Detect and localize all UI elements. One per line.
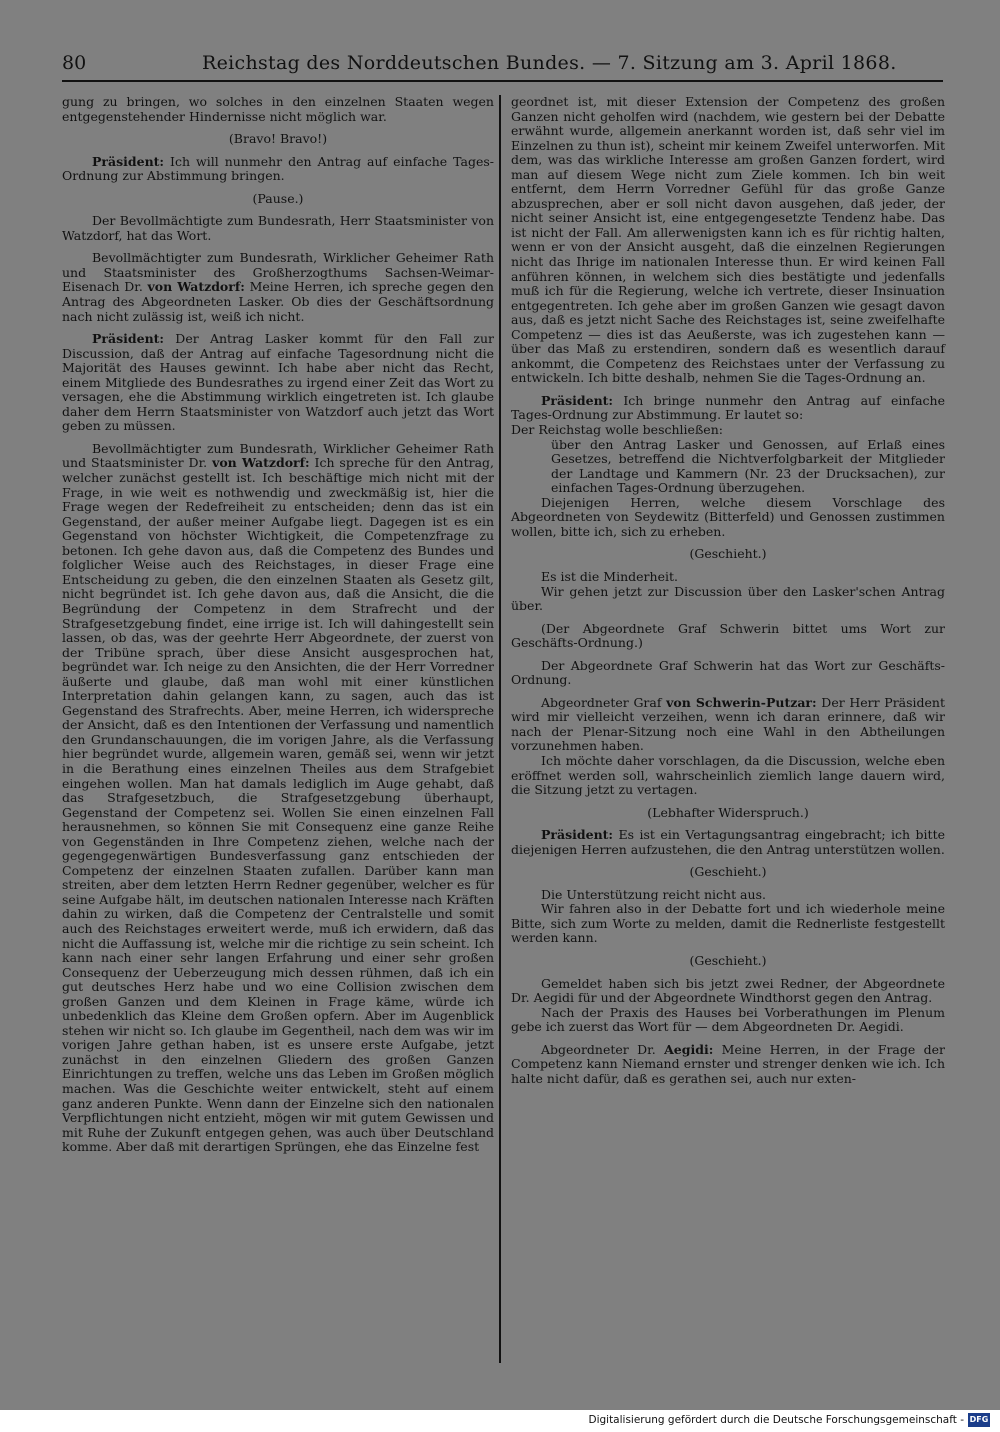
speaker-name: von Schwerin-Putzar: (666, 694, 817, 710)
footer (0, 1410, 1000, 1432)
text-paragraph: Gemeldet haben sich bis jetzt zwei Redner, der Abgeordnete Dr. Aegidi für und der Abgeordnete Windthorst gegen den Antrag. (511, 975, 945, 1006)
speech-paragraph (511, 394, 945, 423)
dfg-logo: DFG (968, 1413, 990, 1427)
footer-credit: Digitalisierung gefördert durch die Deutsche Forschungsgemeinschaft - (588, 1414, 964, 1426)
speech-text: Der Herr Präsident wird mir vielleicht verzeihen, wenn ich daran erinnere, daß wir nach der Plenar-Sitzung noch eine Wahl in den Abtheilungen vorzunehmen haben. (511, 694, 946, 754)
motion-text: über den Antrag Lasker und Genossen, auf Erlaß eines Gesetzes, betreffend die Nichtverfolgbarkeit der Mitglieder der Landtage und Kammern (Nr. 23 der Drucksachen), zur einfachen Tages-Ordnung überzugehen. (551, 436, 945, 496)
text-paragraph: Diejenigen Herren, welche diesem Vorschlage des Abgeordneten von Seydewitz (Bitterfeld) und Genossen zustimmen wollen, bitte ich, sich zu erheben. (511, 494, 945, 539)
speech-paragraph (62, 442, 494, 1155)
speech-text: Meine Herren, ich spreche gegen den Antrag des Abgeordneten Lasker. Ob dies der Geschäftsordnung nach nicht zulässig ist, weiß ich nicht. (62, 279, 494, 324)
speaker-name: Präsident: (92, 331, 165, 347)
speech-text: Der Antrag Lasker kommt für den Fall zur Discussion, daß der Antrag auf einfache Tagesordnung nicht die Majorität des Hauses gewinnt. Ich habe aber nicht das Recht, einem Mitgliede des Bundesrathes zu irgend einer Zeit das Wort zu versagen, ehe die Abstimmung wirklich eingetreten ist. Ich glaube daher dem Herrn Staatsminister von Watzdorf auch jetzt das Wort geben zu müssen. (62, 331, 494, 434)
stage-direction: (Bravo! Bravo!) (228, 131, 328, 147)
speech-text: Meine Herren, in der Frage der Competenz kann Niemand ernster und strenger denken wie ich. Ich halte nicht dafür, daß es gerathen sei, auch nur exten- (511, 1041, 945, 1086)
speech-text: Ich will nunmehr den Antrag auf einfache Tages-Ordnung zur Abstimmung bringen. (62, 153, 494, 184)
speech-paragraph (62, 332, 494, 434)
stage-direction: (Pause.) (252, 190, 304, 206)
text-paragraph: Wir fahren also in der Debatte fort und ich wiederhole meine Bitte, sich zum Worte zu melden, damit die Rednerliste festgestellt werden kann. (511, 901, 945, 946)
stage-direction: (Geschieht.) (689, 864, 767, 880)
text-paragraph: Der Reichstag wolle beschließen: (511, 422, 723, 438)
speech-paragraph (62, 155, 494, 184)
left-column (62, 95, 494, 1155)
speaker-name: Aegidi: (664, 1041, 714, 1057)
running-title: Reichstag des Norddeutschen Bundes. — 7. Sitzung am 3. April 1868. (202, 52, 897, 74)
column-divider (499, 95, 501, 1363)
stage-direction: (Lebhafter Widerspruch.) (647, 804, 809, 820)
speech-paragraph (62, 251, 494, 324)
speech-text: Es ist ein Vertagungsantrag eingebracht; ich bitte diejenigen Herren aufzustehen, die den Antrag unterstützen wollen. (511, 827, 945, 857)
stage-direction: (Geschieht.) (689, 952, 767, 968)
speaker-intro: Abgeordneter Graf (541, 694, 667, 710)
speaker-name: Präsident: (92, 153, 165, 169)
speaker-intro: Bevollmächtigter zum Bundesrath, Wirklicher Geheimer Rath und Staatsminister des Großherzogthums Sachsen-Weimar-Eisenach Dr. (62, 250, 494, 295)
speaker-name: Präsident: (541, 827, 614, 843)
stage-direction: (Geschieht.) (689, 546, 767, 562)
text-paragraph: Die Unterstützung reicht nicht aus. (541, 886, 766, 902)
text-paragraph: Nach der Praxis des Hauses bei Vorberathungen im Plenum gebe ich zuerst das Wort für — dem Abgeordneten Dr. Aegidi. (511, 1004, 945, 1035)
page-header (62, 52, 942, 78)
text-paragraph: Der Bevollmächtigte zum Bundesrath, Herr Staatsminister von Watzdorf, hat das Wort. (62, 213, 494, 243)
right-column (511, 95, 945, 1086)
text-paragraph: Der Abgeordnete Graf Schwerin hat das Wort zur Geschäfts-Ordnung. (511, 657, 945, 688)
speech-paragraph (511, 1043, 945, 1087)
speech-text: Ich bringe nunmehr den Antrag auf einfache Tages-Ordnung zur Abstimmung. Er lautet so: (511, 392, 945, 423)
text-paragraph: Es ist die Minderheit. (541, 568, 678, 584)
speaker-name: von Watzdorf: (147, 279, 245, 295)
speech-text: Ich spreche für den Antrag, welcher zunächst gestellt ist. Ich beschäftige mich nicht mit der Frage, in wie weit es nothwendig und zweckmäßig ist, hier die Frage wegen der Redefreiheit zu entscheiden; denn das ist ein Gegenstand, der außer meiner Aufgabe liegt. Dagegen ist es ein Gegenstand von höchster Wichtigkeit, die Competenzfrage zu betonen. Ich gehe davon aus, daß die Competenz des Bundes und folglicher Weise auch des Reichstages, in dieser Frage eine Entscheidung zu geben, die den einzelnen Staaten als Gesetz gilt, nicht begründet ist. Ich gehe davon aus, daß die Ansicht, die die Begründung der Competenz in dem Strafrecht und der Strafgesetzgebung findet, eine irrige ist. Ich will dahingestellt sein lassen, ob das, was der geehrte Herr Abgeordnete, der zuerst von der Tribüne sprach, über diese Ansicht ausgesprochen hat, begründet war. Ich neige zu den Ansichten, die der Herr Vorredner äußerte und glaube, daß man wohl mit einer künstlichen Interpretation dahin gelangen kann, zu sagen, auch das ist Gegenstand des Strafrechts. Aber, meine Herren, ich widerspreche der Ansicht, daß es den Intentionen der Verfassung und namentlich den Grundanschauungen, die im vorigen Jahre, als die Verfassung hier begründet wurde, allgemein waren, gemäß sei, wenn wir jetzt in die Berathung eines einzelnen Theiles aus dem Strafgebiet eingehen wollen. Man hat damals lediglich im Auge gehabt, daß das Strafgesetzbuch, die Strafgesetzgebung überhaupt, Gegenstand der Competenz sei. Wollen Sie einen einzelnen Fall herausnehmen, so können Sie mit Consequenz eine ganze Reihe von Gegenständen in Ihre Competenz ziehen, welche nach der gegengegenwärtigen Bundesverfassung ganz entschieden der Competenz der einzelnen Staaten zufallen. Darüber kann man streiten, aber dem letzten Herrn Redner gegenüber, welcher es für seine Aufgabe hält, im deutschen nationalen Interesse nach Kräften dahin zu wirken, daß die Competenz der Centralstelle und somit auch des Reichstages erweitert werde, muß ich erwidern, daß das nicht die Auffassung ist, welche mir die richtige zu sein scheint. Ich kann nach einer sehr langen Erfahrung und einer sehr großen Consequenz der Ueberzeugung mich dessen rühmen, daß ich ein gut deutsches Herz habe und wo eine Collision zwischen dem großen Ganzen und dem Kleinen in Frage käme, würde ich unbedenklich das Kleine dem Großen opfern. Aber im Augenblick stehen wir nicht so. Ich glaube im Gegentheil, nach dem was wir im vorigen Jahre gethan haben, ist es unsere erste Aufgabe, jetzt zunächst in den einzelnen Gliedern des großen Ganzen Einrichtungen zu treffen, welche uns das Leben im Großen möglich machen. Was die Geschichte weiter entwickelt, steht auf einem ganz anderen Punkte. Wenn dann der Einzelne sich den nationalen Verpflichtungen nicht entzieht, mögen wir mit gutem Gewissen und mit Ruhe der Zukunft entgegen gehen, was auch über Deutschland komme. Aber daß mit derartigen Sprüngen, ehe das Einzelne fest (62, 455, 494, 1155)
text-paragraph: (Der Abgeordnete Graf Schwerin bittet ums Wort zur Geschäfts-Ordnung.) (511, 620, 945, 651)
text-paragraph: Wir gehen jetzt zur Discussion über den Lasker'schen Antrag über. (511, 583, 945, 614)
speech-paragraph (511, 696, 945, 754)
speaker-intro: Bevollmächtigter zum Bundesrath, Wirklicher Geheimer Rath und Staatsminister Dr. (62, 440, 494, 471)
speaker-name: von Watzdorf: (212, 455, 310, 471)
speaker-name: Präsident: (541, 392, 614, 408)
text-paragraph: Ich möchte daher vorschlagen, da die Discussion, welche eben eröffnet werden soll, wahrscheinlich ziemlich lange dauern wird, die Sitzung jetzt zu vertagen. (511, 752, 945, 798)
speaker-intro: Abgeordneter Dr. (541, 1041, 665, 1057)
text-paragraph: geordnet ist, mit dieser Extension der Competenz des großen Ganzen nicht geholfen wird (nachdem, wie gestern bei der Debatte erwähnt wurde, allgemein anerkannt worden ist, daß sehr viel im Einzelnen zu thun ist), scheint mir keinem Zweifel unterworfen. Mit dem, was das wirkliche Interesse am großen Ganzen fordert, wird man auf diesem Wege nicht zum Ziele kommen. Ich bin weit entfernt, dem Herrn Vorredner Gefühl für das große Ganze abzusprechen, aber er soll nicht davon ausgehen, daß jeder, der nicht seiner Ansicht ist, eine entgegengesetzte Tendenz habe. Das ist nicht der Fall. Am allerwenigsten kann ich es für richtig halten, wenn er von der Ansicht ausgeht, daß die einzelnen Regierungen nicht das Ihrige im nationalen Interesse thun. Er wird keinen Fall anführen können, in welchem sich dies bestätigte und jedenfalls muß ich für die Regierung, welche ich vertrete, dieser Insinuation entgegentreten. Ich gehe aber im großen Ganzen wie gesagt davon aus, daß es jetzt nicht Sache des Reichstages ist, seine zweifelhafte Competenz — dies ist das Aeußerste, was ich zugestehen kann — über das Maß zu erstendiren, sondern daß es wesentlich darauf ankommt, die Competenz des Reichstaes unter der Verfassung zu entwickeln. Ich bitte deshalb, nehmen Sie die Tages-Ordnung an. (511, 94, 945, 386)
speech-paragraph (511, 828, 945, 857)
text-paragraph: gung zu bringen, wo solches in den einzelnen Staaten wegen entgegenstehender Hindernisse nicht möglich war. (62, 94, 494, 124)
page-number: 80 (62, 52, 87, 74)
header-rule (62, 80, 943, 82)
